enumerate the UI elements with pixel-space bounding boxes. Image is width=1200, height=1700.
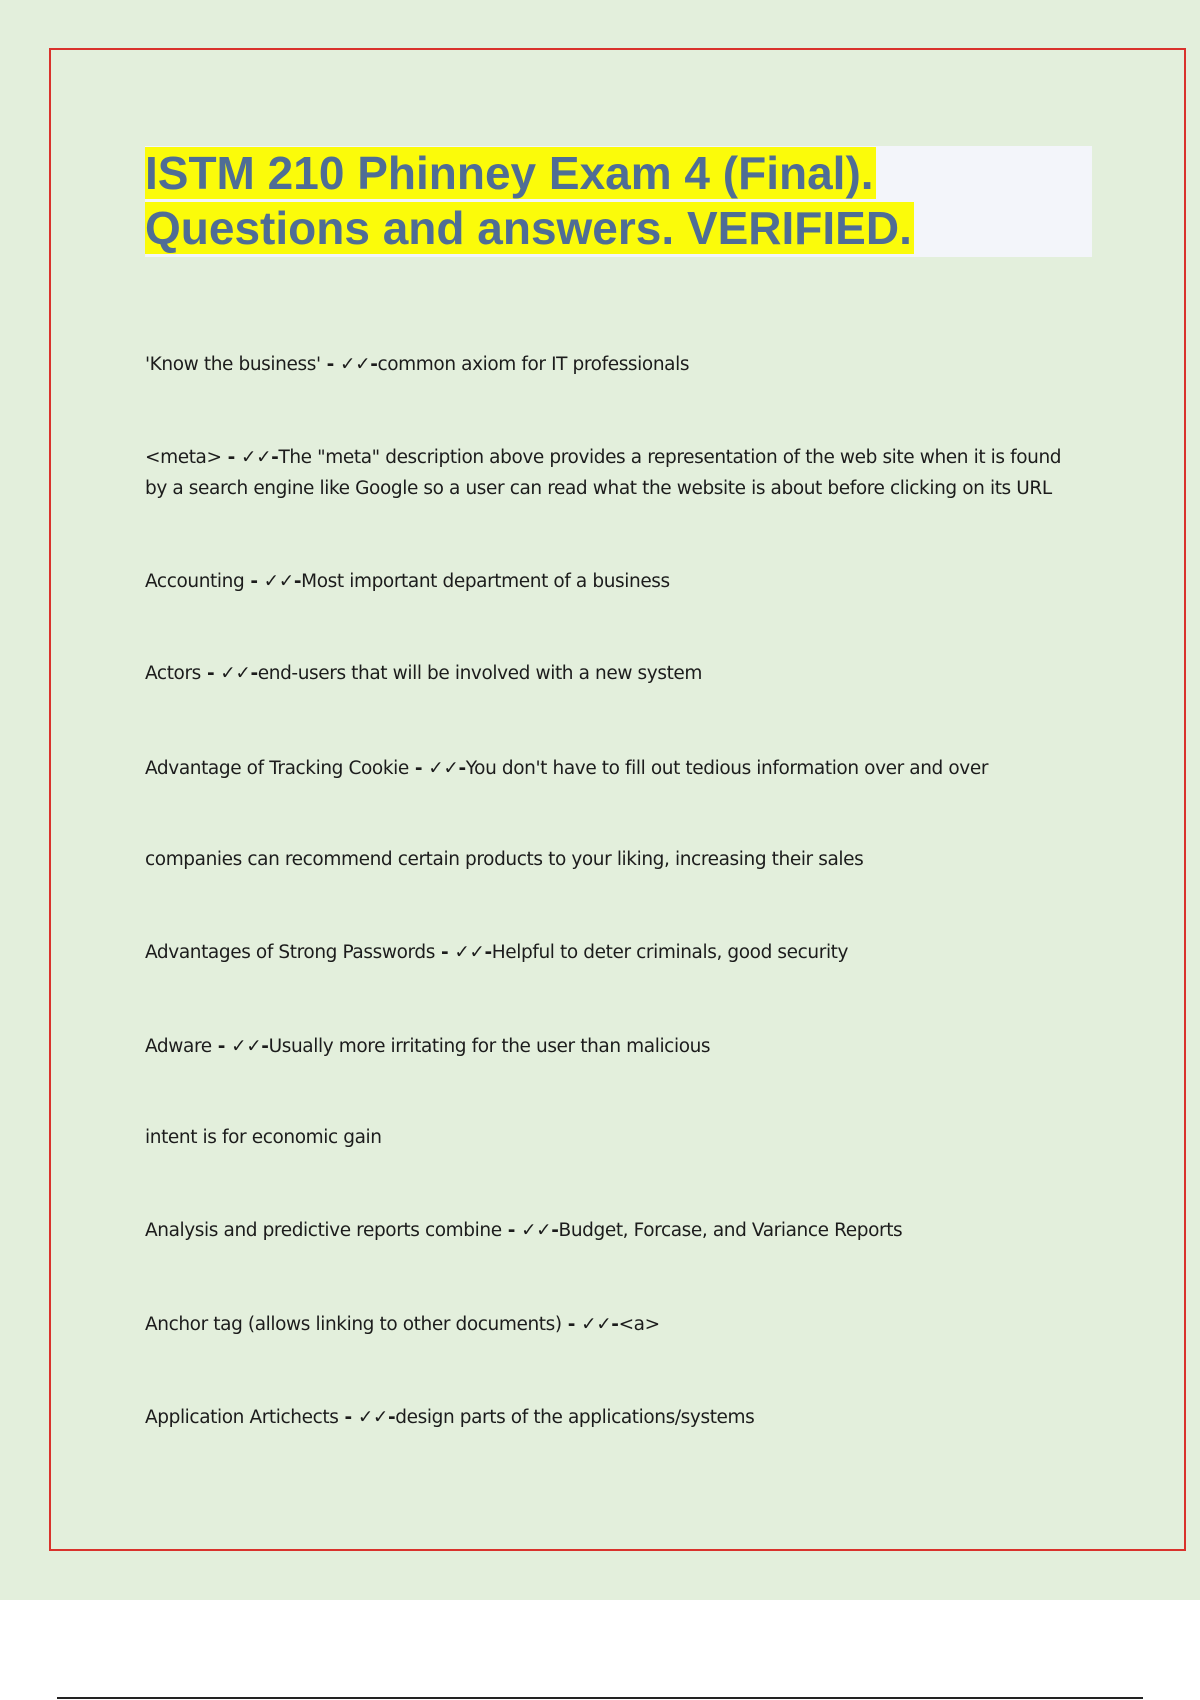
check-mark-icon: - ✓✓- [408, 758, 466, 779]
entry-actors [145, 658, 1085, 689]
entry-accounting [145, 566, 1085, 597]
entry-term: Advantage of Tracking Cookie [145, 758, 409, 779]
title-line-1: ISTM 210 Phinney Exam 4 (Final). [145, 147, 874, 199]
entry-definition: intent is for economic gain [145, 1127, 382, 1148]
document-title [145, 146, 1092, 256]
check-mark-icon: - ✓✓- [501, 1220, 559, 1241]
check-mark-icon: - ✓✓- [244, 571, 302, 592]
entry-term: Actors [145, 663, 201, 684]
entry-term: Analysis and predictive reports combine [145, 1220, 502, 1241]
title-line-2: Questions and answers. VERIFIED. [145, 202, 912, 254]
entry-term: Application Artichects [145, 1407, 339, 1428]
check-mark-icon: - ✓✓- [320, 354, 378, 375]
entry-definition: companies can recommend certain products to your liking, increasing their sales [145, 849, 864, 870]
entry-term: Adware [145, 1036, 212, 1057]
entry-definition: Helpful to deter criminals, good security [491, 942, 849, 963]
entry-term: Advantages of Strong Passwords [145, 942, 435, 963]
entry-adware [145, 1031, 1085, 1062]
check-mark-icon: - ✓✓- [561, 1314, 619, 1335]
entry-analysis-reports [145, 1215, 1085, 1246]
title-block [145, 146, 1092, 257]
entry-strong-passwords [145, 937, 1085, 968]
check-mark-icon: - ✓✓- [211, 1036, 269, 1057]
entry-definition: common axiom for IT professionals [377, 354, 690, 375]
entry-term: 'Know the business' [145, 354, 321, 375]
entry-meta [145, 442, 1085, 504]
entry-term: Accounting [145, 571, 245, 592]
entry-application-architects [145, 1402, 1085, 1433]
check-mark-icon: - ✓✓- [338, 1407, 396, 1428]
entry-term: Anchor tag (allows linking to other documents) [145, 1314, 562, 1335]
footer-rule [57, 1697, 1143, 1699]
entry-definition: You don't have to fill out tedious information over and over [465, 758, 989, 779]
check-mark-icon: - ✓✓- [434, 942, 492, 963]
entry-definition: Budget, Forcase, and Variance Reports [558, 1220, 903, 1241]
entry-definition: Most important department of a business [301, 571, 670, 592]
entry-tracking-cookie [145, 753, 1085, 784]
entry-term: <meta> [145, 447, 222, 468]
entry-definition: <a> [618, 1314, 660, 1335]
entry-know-the-business [145, 349, 1085, 380]
entry-definition: Usually more irritating for the user than malicious [268, 1036, 711, 1057]
entry-adware-continued [145, 1122, 1085, 1153]
entry-tracking-cookie-continued [145, 844, 1085, 875]
check-mark-icon: - ✓✓- [200, 663, 258, 684]
entry-definition: design parts of the applications/systems [395, 1407, 755, 1428]
entry-definition: The "meta" description above provides a representation of the web site when it is found by a search engine like Google so a user can read what the website is about before clicking on its URL [145, 447, 1062, 499]
entry-anchor-tag [145, 1309, 1085, 1340]
check-mark-icon: - ✓✓- [221, 447, 279, 468]
entry-definition: end-users that will be involved with a new system [257, 663, 703, 684]
